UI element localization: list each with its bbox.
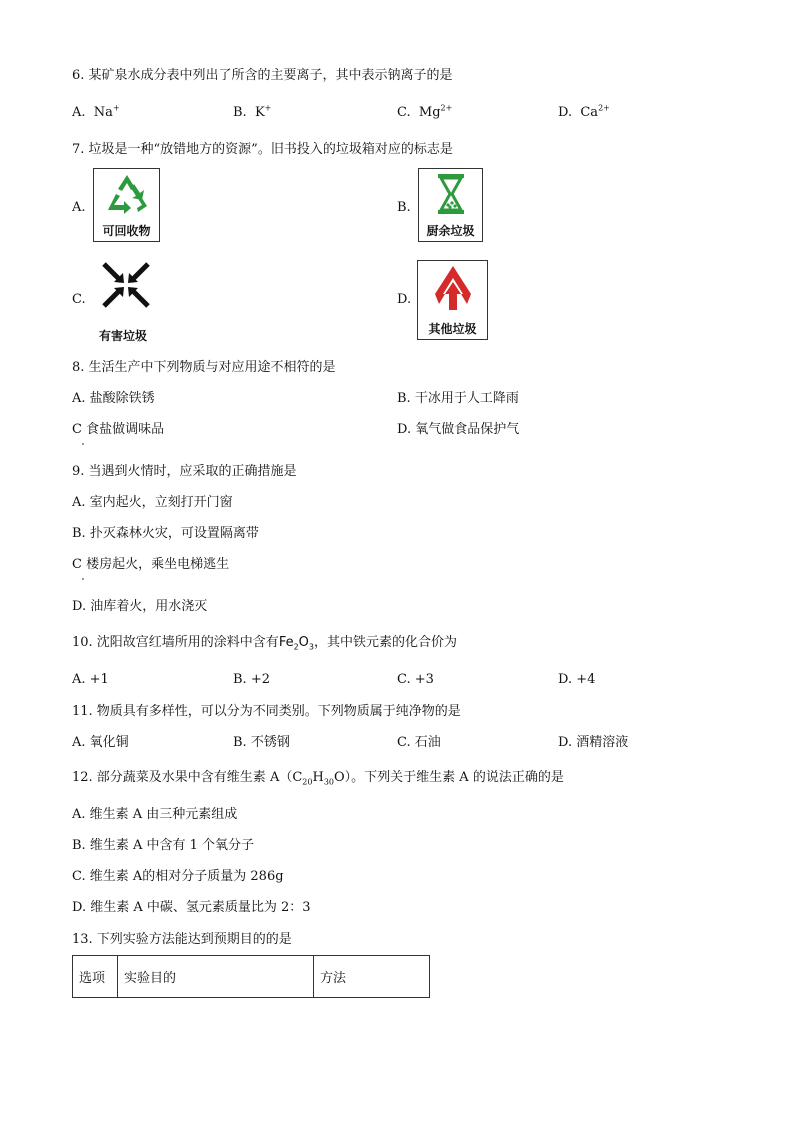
- q10-formula: $Fe_2O_3$: [278, 635, 314, 652]
- q7-option-a-letter: A.: [72, 200, 86, 215]
- hazard-arrows-icon: [100, 261, 152, 313]
- q7-option-a-caption: 可回收物: [102, 224, 151, 238]
- q7-stem: 7. 垃圾是一种“放错地方的资源”。旧书投入的垃圾箱对应的标志是: [72, 142, 453, 157]
- q7-option-b-sign: [418, 168, 483, 242]
- q12-stem: 12. 部分蔬菜及水果中含有维生素 $A(C_{20}H_{30}O)$。下列关于维生素 A 的说法正确的是: [72, 770, 564, 787]
- q8-option-a: A. 盐酸除铁锈: [72, 391, 155, 406]
- q9-option-a: A. 室内起火，立刻打开门窗: [72, 495, 233, 510]
- q9-option-d: D. 油库着火，用水浇灭: [72, 599, 208, 614]
- q7-option-a-sign: [93, 168, 160, 242]
- q9-option-c: C 楼房起火，乘坐电梯逃生: [72, 557, 230, 572]
- q13-table: [72, 955, 430, 998]
- recycle-icon: [104, 172, 150, 220]
- q13-stem: 13. 下列实验方法能达到预期目的的是: [72, 932, 292, 947]
- q12-option-a: A. 维生素 A 由三种元素组成: [72, 807, 238, 822]
- q6-option-d: D. $Ca^{2+}$: [558, 103, 610, 120]
- q10-option-b: B. +2: [233, 672, 270, 687]
- q7-option-c-letter: C.: [72, 292, 86, 307]
- q8-option-d: D. 氧气做食品保护气: [397, 422, 520, 437]
- q8-option-c: C 食盐做调味品: [72, 422, 165, 437]
- q11-option-b: B. 不锈钢: [233, 735, 290, 750]
- q11-option-a: A. 氧化铜: [72, 735, 129, 750]
- q7-option-b-letter: B.: [397, 200, 411, 215]
- table-header-option: 选项: [73, 956, 118, 998]
- q11-option-d: D. 酒精溶液: [558, 735, 629, 750]
- q7-option-d-sign: [417, 260, 488, 340]
- table-header-method: 方法: [314, 956, 430, 998]
- q6-option-a: A. Na+: [72, 103, 120, 120]
- q8-option-b: B. 干冰用于人工降雨: [397, 391, 519, 406]
- q6-option-b: B. K+: [233, 103, 272, 120]
- q6-option-c: C. $Mg^{2+}$: [397, 103, 453, 120]
- q9-option-c-dot: [82, 578, 84, 580]
- q7-option-b-caption: 厨余垃圾: [426, 224, 475, 238]
- table-row: [73, 956, 430, 998]
- table-header-purpose: 实验目的: [118, 956, 314, 998]
- hourglass-kitchen-icon: [431, 172, 471, 220]
- other-waste-icon: [431, 264, 475, 316]
- q12-option-c: C. 维生素 A的相对分子质量为 286g: [72, 869, 284, 884]
- q11-stem: 11. 物质具有多样性，可以分为不同类别。下列物质属于纯净物的是: [72, 704, 461, 719]
- q8-stem: 8. 生活生产中下列物质与对应用途不相符的是: [72, 360, 336, 375]
- q10-option-a: A. +1: [72, 672, 109, 687]
- q12-option-d: D. 维生素 A 中碳、氢元素质量比为 2：3: [72, 900, 311, 915]
- q10-option-c: C. +3: [397, 672, 434, 687]
- q10-option-d: D. +4: [558, 672, 596, 687]
- q11-option-c: C. 石油: [397, 735, 441, 750]
- q7-option-d-caption: 其他垃圾: [428, 322, 477, 336]
- q9-stem: 9. 当遇到火情时，应采取的正确措施是: [72, 464, 297, 479]
- q7-option-d-letter: D.: [397, 292, 412, 307]
- q7-option-c-caption: 有害垃圾: [99, 329, 148, 343]
- q12-option-b: B. 维生素 A 中含有 1 个氧分子: [72, 838, 255, 853]
- q6-stem: 6. 某矿泉水成分表中列出了所含的主要离子，其中表示钠离子的是: [72, 68, 453, 83]
- q9-option-b: B. 扑灭森林火灾，可设置隔离带: [72, 526, 259, 541]
- q12-formula: $C_{20}H_{30}O$: [292, 770, 345, 787]
- q8-option-c-dot: [82, 443, 84, 445]
- q10-stem: 10. 沈阳故宫红墙所用的涂料中含有$Fe_2O_3$，其中铁元素的化合价为: [72, 635, 458, 652]
